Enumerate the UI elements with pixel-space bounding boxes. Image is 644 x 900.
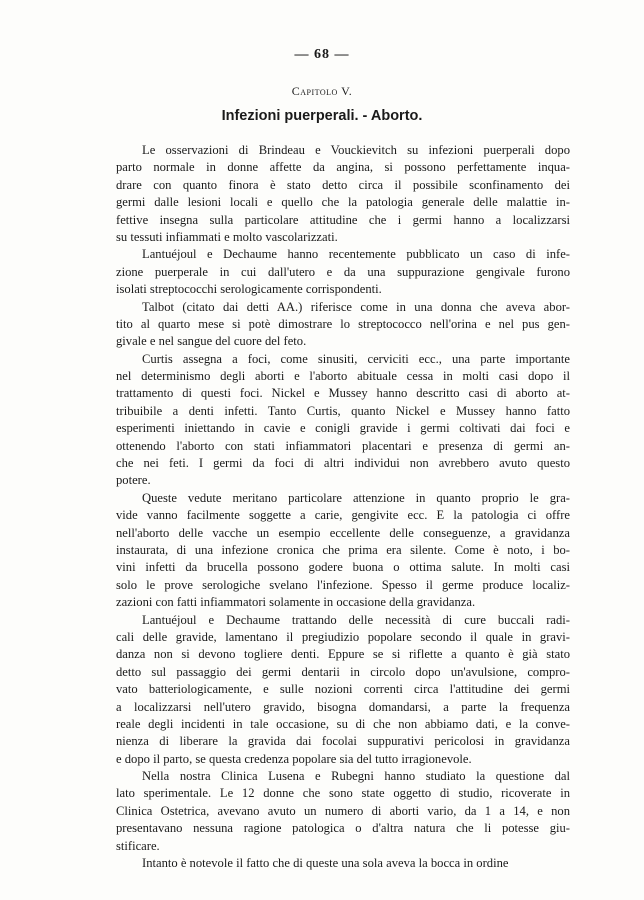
text-line: nel determinismo degli aborti e l'aborto abituale cessa in molti casi dopo il [116,369,570,384]
text-line: vini infetti da brucella possono godere buona o ottima salute. In molti casi [116,560,570,575]
text-line: isolati streptococchi serologicamente corrispondenti. [116,282,382,297]
text-line: instaurata, di una infezione cronica che prima era silente. Come è noto, i bo- [116,542,570,557]
text-line: vato batteriologicamente, e sulle nozioni correnti circa l'attitudine dei germi [116,682,570,697]
chapter-heading: Capitolo V. [291,84,353,98]
text-line: a localizzarsi nell'utero gravido, bisogna domandarsi, a parte la frequenza [116,699,570,714]
text-line: e dopo il parto, se questa credenza popolare sia del tutto irragionevole. [116,751,472,766]
text-line: trattamento di questi foci. Nickel e Mussey hanno descritto casi di aborto at- [116,386,570,401]
paragraph [116,490,570,612]
text-line: Clinica Ostetrica, avevano avuto un numero di aborti vario, da 1 a 14, e non [116,803,570,818]
text-line: nienza di liberare la gravida dai focolai suppurativi pericolosi in gravidanza [116,734,570,749]
paragraph [116,246,570,298]
text-line: zazioni con fatti infiammatori solamente in occasione della gravidanza. [116,595,476,610]
text-line: danza non si devono togliere denti. Eppure se si riflette a quanto è già stato [116,647,570,662]
text-line: esperimenti iniettando in cavie e conigli gravide i germi coltivati dai foci e [116,421,570,436]
paragraph [116,855,570,872]
text-line: parto normale in donne affette da angina, si possono perfettamente inqua- [116,160,570,175]
text-line: solo le prove serologiche svelano l'infezione. Spesso il germe produce localiz- [116,577,570,592]
paragraph [116,612,570,769]
body-text [116,142,570,872]
text-line: Nella nostra Clinica Lusena e Rubegni hanno studiato la questione dal [142,769,570,784]
text-line: che nei feti. I germi da foci di altri individui non avrebbero avuto questo [116,456,570,471]
text-line: tribuibile a denti infetti. Tanto Curtis, quanto Nickel e Mussey hanno fatto [116,403,570,418]
text-line: stificare. [116,838,160,853]
text-line: lato sperimentale. Le 12 donne che sono state oggetto di studio, ricoverate in [116,786,570,801]
text-line: detto sul passaggio dei germi dentarii in circolo dopo un'avulsione, compro- [116,664,570,679]
text-line: su tessuti infiammati e molto vascolarizzati. [116,229,338,244]
text-line: zione puerperale in cui dall'utero e da una suppurazione gengivale furono [116,264,570,279]
text-line: potere. [116,473,151,488]
text-line: fettive insegna sulla particolare attitudine che i germi hanno a localizzarsi [116,212,570,227]
text-line: tito al quarto mese si potè dimostrare lo streptococco nell'orina e nel pus gen- [116,316,570,331]
text-line: presentavano nessuna ragione patologica o d'altra natura che li potesse giu- [116,821,570,836]
text-line: ottenendo l'aborto con stati infiammatori placentari e presenza di germi an- [116,438,570,453]
text-line: Curtis assegna a foci, come sinusiti, cerviciti ecc., una parte importante [142,351,570,366]
paragraph [116,142,570,246]
paragraph [116,768,570,855]
text-line: Le osservazioni di Brindeau e Vouckievitch su infezioni puerperali dopo [142,143,570,157]
chapter-title: Infezioni puerperali. - Aborto. [221,108,423,124]
text-line: vide vanno facilmente soggette a carie, gengivite ecc. E la patologia ci offre [116,508,570,523]
text-line: drare con quanto finora è stato detto circa il possibile sconfinamento dei [116,177,570,192]
text-line: reale degli incidenti in tale occasione, su di che non abbiamo dati, e la conve- [116,716,570,731]
text-line: Lantuéjoul e Dechaume hanno recentemente pubblicato un caso di infe- [142,247,570,262]
page-number: — 68 — [294,47,350,62]
text-line: cali delle gravide, lamentano il pregiudizio popolare secondo il quale in gravi- [116,629,570,644]
text-line: givale e nel sangue del cuore del feto. [116,334,307,349]
text-line: Talbot (citato dai detti AA.) riferisce come in una donna che aveva abor- [142,299,570,314]
text-line: Queste vedute meritano particolare attenzione in quanto proprio le gra- [142,490,570,505]
text-line: germi dalle lesioni locali e quello che la patologia generale delle malattie in- [116,195,570,210]
paragraph [116,299,570,351]
paragraph [116,351,570,490]
text-line: Intanto è notevole il fatto che di queste una sola aveva la bocca in ordine [142,856,509,871]
text-line: Lantuéjoul e Dechaume trattando delle necessità di cure buccali radi- [142,612,570,627]
text-line: nell'aborto delle vacche un esempio eccellente delle conseguenze, a gravidanza [116,525,570,540]
